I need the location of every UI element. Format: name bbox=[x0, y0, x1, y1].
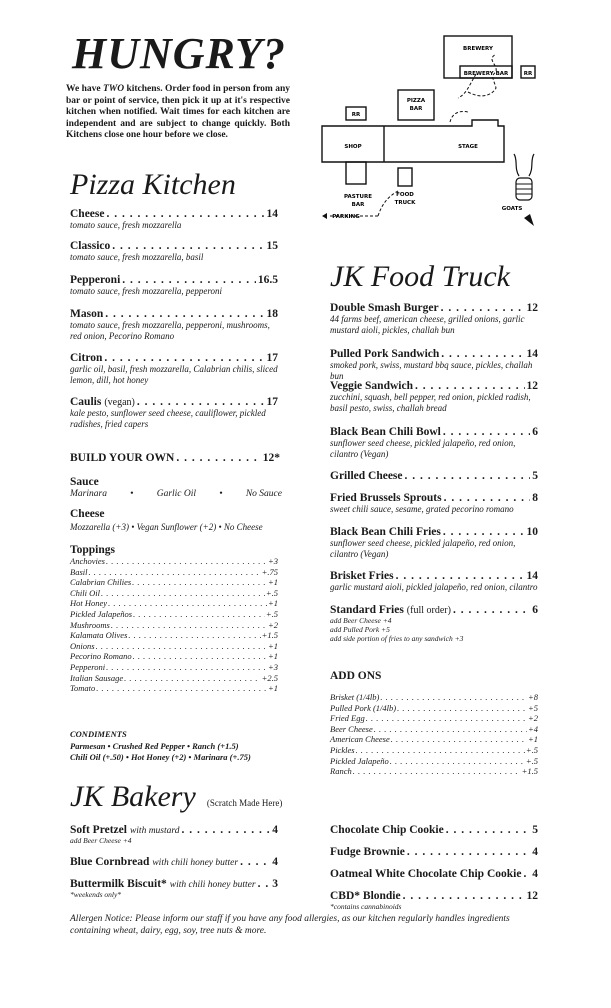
item-name: Mason bbox=[70, 308, 104, 320]
dot-leader bbox=[133, 609, 265, 620]
page-title: HUNGRY? bbox=[72, 29, 286, 78]
topping-price: +1 bbox=[268, 598, 278, 609]
goats-arrow-icon bbox=[524, 214, 534, 226]
topping-row bbox=[70, 620, 278, 631]
dot-leader bbox=[366, 713, 527, 724]
map-label-brewery: BREWERY bbox=[463, 46, 493, 52]
item-description: sunflower seed cheese, pickled jalapeño, red onion, cilantro (Vegan) bbox=[330, 538, 516, 559]
addon-name: Fried Egg bbox=[330, 713, 365, 724]
dot-leader bbox=[446, 824, 531, 836]
food-truck-title: JK Food Truck bbox=[330, 260, 510, 293]
dot-leader bbox=[380, 692, 527, 703]
pizza-item bbox=[70, 274, 278, 297]
topping-row bbox=[70, 673, 278, 684]
sauce-options bbox=[70, 489, 282, 499]
dot-leader bbox=[403, 890, 525, 902]
pizza-item bbox=[70, 396, 278, 429]
fries-note: add Pulled Pork +5 bbox=[330, 625, 390, 634]
addon-row bbox=[330, 713, 538, 724]
addon-name: Brisket (1/4lb) bbox=[330, 692, 380, 702]
bakery-title-row bbox=[70, 780, 282, 814]
item-description: zucchini, squash, bell pepper, red onion, pickled radish, basil pesto, swiss, challah bread bbox=[330, 392, 531, 413]
item-price: 10 bbox=[526, 526, 538, 538]
dot-leader bbox=[390, 756, 525, 767]
condiments-line1: Parmesan • Crushed Red Pepper • Ranch (+1.5) bbox=[70, 741, 239, 751]
item-price: 12 bbox=[526, 380, 538, 392]
item-sub: with chili honey butter bbox=[169, 880, 256, 890]
byo-price: 12* bbox=[262, 452, 280, 464]
truck-item bbox=[330, 426, 538, 459]
addon-price: +4 bbox=[528, 723, 538, 734]
item-sub: with mustard bbox=[129, 826, 180, 836]
item-price: 14 bbox=[526, 348, 538, 360]
item-row bbox=[330, 302, 538, 314]
topping-name: Onions bbox=[70, 640, 95, 651]
dot-leader bbox=[112, 240, 264, 252]
dot-leader bbox=[396, 570, 525, 582]
item-name: Caulis bbox=[70, 396, 102, 408]
dot-leader bbox=[374, 724, 527, 735]
topping-name: Kalamata Olives bbox=[70, 630, 128, 641]
topping-price: +1.5 bbox=[261, 630, 278, 641]
item-description: garlic mustard aioli, pickled jalapeño, red onion, cilantro bbox=[330, 582, 538, 592]
standard-fries bbox=[330, 604, 538, 643]
bakery-note: *weekends only* bbox=[70, 890, 122, 899]
item-price: 14 bbox=[526, 570, 538, 582]
topping-name: Pecorino Romano bbox=[70, 651, 132, 662]
item-name: Black Bean Chili Fries bbox=[330, 526, 441, 538]
dot-leader bbox=[96, 641, 267, 652]
condiments-section bbox=[70, 729, 285, 762]
topping-name: Pickled Jalapeños bbox=[70, 608, 133, 619]
pizza-kitchen-title: Pizza Kitchen bbox=[70, 168, 236, 201]
item-price: 17 bbox=[266, 352, 278, 364]
byo-label: BUILD YOUR OWN bbox=[70, 452, 175, 464]
dot-leader bbox=[353, 766, 521, 777]
dot-leader bbox=[133, 651, 267, 662]
dot-leader bbox=[132, 577, 267, 588]
main-building bbox=[322, 120, 504, 162]
topping-price: +2.5 bbox=[261, 672, 278, 683]
dot-leader bbox=[240, 856, 270, 868]
goat-barrel-icon bbox=[514, 154, 534, 200]
item-name: Classico bbox=[70, 240, 111, 252]
dot-leader bbox=[137, 396, 265, 408]
truck-item bbox=[330, 526, 538, 559]
topping-row bbox=[70, 556, 278, 567]
pasture-bar-box bbox=[346, 162, 366, 184]
item-name: Buttermilk Biscuit* bbox=[70, 878, 167, 890]
topping-name: Italian Sausage bbox=[70, 672, 124, 683]
map-label-stage: STAGE bbox=[458, 144, 478, 150]
dot-leader bbox=[407, 846, 530, 858]
sauce-option: • bbox=[130, 489, 134, 499]
topping-price: +3 bbox=[268, 661, 278, 672]
item-name: Grilled Cheese bbox=[330, 470, 403, 482]
addon-row bbox=[330, 734, 538, 745]
dot-leader bbox=[106, 556, 267, 567]
item-row bbox=[70, 240, 278, 252]
dot-leader bbox=[88, 567, 260, 578]
item-name: Veggie Sandwich bbox=[330, 380, 413, 392]
item-description: tomato sauce, fresh mozzarella, basil bbox=[70, 252, 204, 262]
intro-part1: We have bbox=[66, 84, 103, 94]
dot-leader bbox=[441, 302, 525, 314]
addon-name: Pulled Pork (1/4lb) bbox=[330, 702, 397, 713]
dot-leader bbox=[443, 526, 525, 538]
addons-section bbox=[330, 670, 538, 777]
dot-leader bbox=[441, 348, 524, 360]
bakery-item bbox=[330, 846, 538, 858]
bakery-subtitle: (Scratch Made Here) bbox=[206, 798, 283, 808]
item-name: Fried Brussels Sprouts bbox=[330, 492, 442, 504]
toppings-heading: Toppings bbox=[70, 544, 115, 556]
condiments-heading: CONDIMENTS bbox=[70, 729, 127, 739]
dot-leader bbox=[415, 380, 525, 392]
addon-price: +1.5 bbox=[521, 766, 538, 777]
topping-name: Tomato bbox=[70, 683, 96, 694]
condiments-line2: Chili Oil (+.50) • Hot Honey (+2) • Marinara (+.75) bbox=[70, 751, 251, 762]
topping-row bbox=[70, 662, 278, 673]
topping-row bbox=[70, 577, 278, 588]
topping-price: +1 bbox=[268, 640, 278, 651]
dot-leader bbox=[124, 673, 261, 684]
bakery-note: add Beer Cheese +4 bbox=[70, 836, 132, 845]
topping-row bbox=[70, 598, 278, 609]
sauce-option: Garlic Oil bbox=[156, 489, 197, 499]
topping-price: +2 bbox=[268, 619, 278, 630]
item-name: Fudge Brownie bbox=[330, 846, 405, 858]
topping-row bbox=[70, 651, 278, 662]
item-description: smoked pork, swiss, mustard bbq sauce, pickles, challah bun bbox=[330, 360, 533, 381]
addon-name: American Cheese bbox=[330, 734, 390, 745]
cheese-options: Mozzarella (+3) • Vegan Sunflower (+2) • No Cheese bbox=[70, 522, 263, 532]
topping-price: +.75 bbox=[261, 566, 278, 577]
item-name: Soft Pretzel bbox=[70, 824, 127, 836]
bakery-item bbox=[70, 824, 278, 845]
addon-name: Beer Cheese bbox=[330, 723, 373, 734]
truck-item bbox=[330, 348, 538, 381]
topping-name: Mushrooms bbox=[70, 619, 110, 630]
pizza-item bbox=[70, 308, 278, 341]
truck-item bbox=[330, 302, 538, 335]
item-price: 15 bbox=[266, 240, 278, 252]
topping-row bbox=[70, 630, 278, 641]
sauce-option: Marinara bbox=[70, 489, 107, 499]
standard-fries-notes bbox=[330, 616, 538, 643]
bakery-note: *contains cannabinoids bbox=[330, 902, 402, 911]
addon-row bbox=[330, 766, 538, 777]
item-price: 8 bbox=[532, 492, 538, 504]
intro-text bbox=[66, 84, 290, 142]
standard-fries-row bbox=[330, 604, 538, 616]
item-price: 4 bbox=[272, 824, 278, 836]
cheese-section bbox=[70, 508, 285, 532]
item-row bbox=[330, 824, 538, 836]
dot-leader bbox=[182, 824, 271, 836]
dot-leader bbox=[444, 492, 531, 504]
topping-price: +1 bbox=[268, 577, 278, 588]
intro-emphasis: TWO bbox=[102, 84, 125, 94]
addon-price: +8 bbox=[528, 692, 538, 702]
item-row bbox=[330, 470, 538, 482]
topping-row bbox=[70, 588, 278, 599]
topping-name: Hot Honey bbox=[70, 598, 108, 609]
addon-name: Pickles bbox=[330, 744, 355, 755]
item-description: 44 farms beef, american cheese, grilled onions, garlic mustard aioli, pickles, challah bun bbox=[330, 314, 525, 335]
dot-leader bbox=[443, 426, 530, 438]
fries-note: add Beer Cheese +4 bbox=[330, 616, 392, 625]
item-row bbox=[70, 208, 278, 220]
item-name: CBD* Blondie bbox=[330, 890, 401, 902]
pizza-bar-box bbox=[398, 90, 434, 120]
map-label-brewery-bar: BREWERY BAR bbox=[463, 71, 509, 77]
toppings-list bbox=[70, 556, 278, 694]
item-sub: (vegan) bbox=[104, 397, 135, 408]
item-price: 12 bbox=[526, 302, 538, 314]
toppings-section bbox=[70, 544, 278, 694]
sauce-option: • bbox=[219, 489, 223, 499]
bakery-item bbox=[70, 856, 278, 868]
item-name: Pepperoni bbox=[70, 274, 121, 286]
dot-leader bbox=[101, 588, 265, 599]
food-truck-box bbox=[398, 168, 412, 186]
item-price: 18 bbox=[266, 308, 278, 320]
map-label-rr-left: RR bbox=[351, 112, 361, 118]
item-price: 14 bbox=[266, 208, 278, 220]
allergen-notice: Allergen Notice: Please inform our staff if you have any food allergies, as our kitchen regularly handles ingredients containing wheat, dairy, egg, soy, tree nuts & more. bbox=[70, 914, 510, 936]
item-row bbox=[330, 348, 538, 360]
topping-name: Calabrian Chilies bbox=[70, 577, 132, 588]
map-label-pizza-bar: BAR bbox=[409, 106, 423, 112]
item-row bbox=[70, 878, 278, 890]
item-name: Pulled Pork Sandwich bbox=[330, 348, 440, 360]
item-row bbox=[330, 380, 538, 392]
addon-row bbox=[330, 724, 538, 735]
item-name: Chocolate Chip Cookie bbox=[330, 824, 444, 836]
addons-list bbox=[330, 692, 538, 777]
pizza-item bbox=[70, 208, 278, 231]
dot-leader bbox=[122, 274, 256, 286]
item-row bbox=[330, 526, 538, 538]
fries-note: add side portion of fries to any sandwich +3 bbox=[330, 634, 464, 643]
addon-name: Ranch bbox=[330, 766, 352, 777]
map-label-pasture: PASTURE bbox=[344, 194, 372, 200]
topping-price: +1 bbox=[268, 651, 278, 662]
topping-price: +1 bbox=[268, 683, 278, 694]
item-row bbox=[70, 352, 278, 364]
dot-leader bbox=[105, 308, 264, 320]
dot-leader bbox=[397, 703, 527, 714]
topping-row bbox=[70, 567, 278, 578]
truck-item bbox=[330, 570, 538, 593]
item-row bbox=[330, 890, 538, 902]
topping-price: +.5 bbox=[265, 587, 278, 598]
item-price: 6 bbox=[532, 426, 538, 438]
item-name: Double Smash Burger bbox=[330, 302, 439, 314]
map-label-food-truck: TRUCK bbox=[394, 200, 416, 206]
item-price: 4 bbox=[532, 868, 538, 880]
item-price: 3 bbox=[272, 878, 278, 890]
topping-name: Pepperoni bbox=[70, 661, 106, 672]
map-label-pasture-bar: BAR bbox=[351, 202, 365, 208]
build-your-own-row bbox=[70, 452, 280, 464]
bakery-title: JK Bakery bbox=[70, 780, 196, 813]
topping-row bbox=[70, 641, 278, 652]
map-label-parking: PARKING bbox=[332, 214, 360, 220]
dot-leader bbox=[391, 734, 527, 745]
addon-price: +.5 bbox=[525, 744, 538, 755]
item-price: 4 bbox=[272, 856, 278, 868]
map-label-goats: GOATS bbox=[501, 206, 523, 212]
dot-leader bbox=[258, 878, 271, 890]
topping-price: +3 bbox=[268, 556, 278, 566]
dot-leader bbox=[128, 630, 260, 641]
truck-item bbox=[330, 470, 538, 482]
dot-leader bbox=[523, 868, 530, 880]
item-description: sunflower seed cheese, pickled jalapeño, red onion, cilantro (Vegan) bbox=[330, 438, 516, 459]
item-row bbox=[70, 396, 278, 408]
item-row bbox=[70, 274, 278, 286]
item-row bbox=[70, 308, 278, 320]
item-row bbox=[330, 492, 538, 504]
dot-leader bbox=[104, 352, 264, 364]
standard-fries-price: 6 bbox=[532, 604, 538, 616]
item-name: Brisket Fries bbox=[330, 570, 394, 582]
bakery-item bbox=[330, 824, 538, 836]
item-description: kale pesto, sunflower seed cheese, cauliflower, pickled radishes, fried capers bbox=[70, 408, 266, 429]
dot-leader bbox=[106, 662, 267, 673]
item-row bbox=[330, 868, 538, 880]
item-price: 12 bbox=[526, 890, 538, 902]
item-price: 5 bbox=[532, 470, 538, 482]
item-row bbox=[330, 426, 538, 438]
item-row bbox=[70, 824, 278, 836]
topping-row bbox=[70, 683, 278, 694]
byo-row bbox=[70, 452, 280, 464]
sauce-section bbox=[70, 476, 282, 499]
truck-item bbox=[330, 380, 538, 413]
topping-name: Anchovies bbox=[70, 556, 105, 566]
dot-leader bbox=[356, 745, 525, 756]
addon-price: +1 bbox=[528, 734, 538, 745]
dot-leader bbox=[111, 620, 267, 631]
bakery-item bbox=[70, 878, 278, 899]
item-price: 16.5 bbox=[257, 274, 278, 286]
addon-price: +5 bbox=[528, 702, 538, 713]
topping-row bbox=[70, 609, 278, 620]
item-description: tomato sauce, fresh mozzarella bbox=[70, 220, 182, 230]
sauce-option: No Sauce bbox=[245, 489, 282, 499]
standard-fries-sub: (full order) bbox=[406, 605, 451, 616]
item-name: Black Bean Chili Bowl bbox=[330, 426, 441, 438]
map-label-food: FOOD bbox=[396, 192, 414, 198]
item-name: Cheese bbox=[70, 208, 105, 220]
bakery-item bbox=[330, 868, 538, 880]
item-sub: with chili honey butter bbox=[152, 858, 239, 868]
item-row bbox=[70, 856, 278, 868]
addon-row bbox=[330, 745, 538, 756]
dot-leader bbox=[108, 598, 267, 609]
dot-leader bbox=[96, 683, 267, 694]
item-row bbox=[330, 570, 538, 582]
cheese-heading: Cheese bbox=[70, 508, 105, 520]
item-description: sweet chili sauce, sesame, grated pecorino romano bbox=[330, 504, 514, 514]
item-price: 17 bbox=[266, 396, 278, 408]
item-name: Citron bbox=[70, 352, 103, 364]
venue-map bbox=[318, 28, 548, 228]
item-description: garlic oil, basil, fresh mozzarella, Calabrian chilis, sliced lemon, dill, hot honey bbox=[70, 364, 278, 385]
pizza-item bbox=[70, 352, 278, 385]
intro-part2: kitchens. Order food in person from any bar or point of service, then pick it up at it's respective kitchen when notified. Wait times for each kitchen are independent and are subject to change quickly. Both Kitchens close one hour before we close. bbox=[66, 84, 290, 141]
sauce-heading: Sauce bbox=[70, 476, 99, 488]
item-price: 4 bbox=[532, 846, 538, 858]
addon-row bbox=[330, 703, 538, 714]
item-description: tomato sauce, fresh mozzarella, pepperoni bbox=[70, 286, 222, 296]
truck-item bbox=[330, 492, 538, 515]
item-row bbox=[330, 846, 538, 858]
map-label-pizza: PIZZA bbox=[406, 98, 426, 104]
addon-price: +.5 bbox=[525, 755, 538, 766]
bakery-item bbox=[330, 890, 538, 911]
item-price: 5 bbox=[532, 824, 538, 836]
item-name: Oatmeal White Chocolate Chip Cookie bbox=[330, 868, 522, 880]
addon-row bbox=[330, 692, 538, 703]
addon-row bbox=[330, 756, 538, 767]
addon-name: Pickled Jalapeño bbox=[330, 755, 389, 766]
standard-fries-name: Standard Fries bbox=[330, 604, 404, 616]
dot-leader bbox=[107, 208, 265, 220]
addons-heading: ADD ONS bbox=[330, 670, 382, 682]
item-description: tomato sauce, fresh mozzarella, pepperoni, mushrooms, red onion, Pecorino Romano bbox=[70, 320, 270, 341]
map-label-shop: SHOP bbox=[344, 144, 362, 150]
map-label-rr-top: RR bbox=[523, 71, 533, 77]
topping-name: Chili Oil bbox=[70, 587, 100, 598]
topping-name: Basil bbox=[70, 566, 88, 577]
pizza-item bbox=[70, 240, 278, 263]
addon-price: +2 bbox=[528, 713, 538, 724]
topping-price: +.5 bbox=[265, 608, 278, 619]
item-name: Blue Cornbread bbox=[70, 856, 150, 868]
dot-leader bbox=[405, 470, 531, 482]
